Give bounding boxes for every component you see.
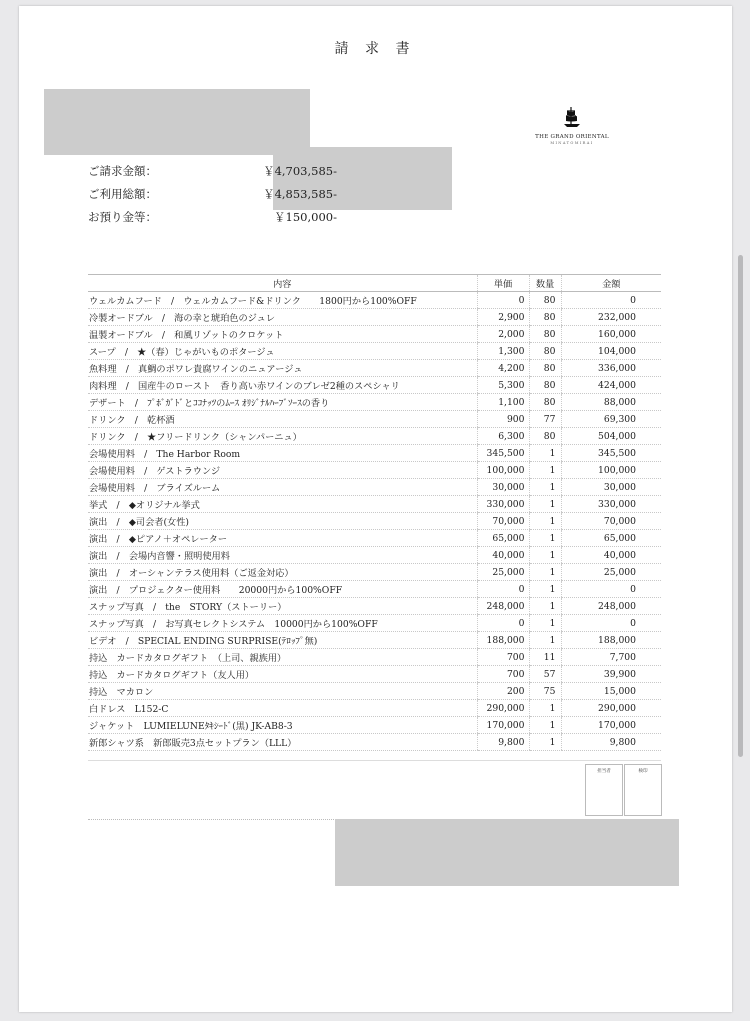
row-description: 肉料理 / 国産牛のロースト 香り高い赤ワインのブレゼ2種のスペシャリ: [88, 377, 477, 394]
row-description: 新郎シャツ系 新郎販売3点セットプラン（LLL）: [88, 734, 477, 751]
dotted-divider: [88, 819, 334, 820]
row-amount: 248,000: [561, 598, 661, 615]
row-amount: 25,000: [561, 564, 661, 581]
row-description: 挙式 / ◆オリジナル挙式: [88, 496, 477, 513]
row-description: 会場使用料 / ゲストラウンジ: [88, 462, 477, 479]
table-row: [88, 377, 661, 394]
row-description: ドリンク / ★フリードリンク（シャンパーニュ）: [88, 428, 477, 445]
header-quantity: 数量: [529, 275, 561, 292]
row-quantity: 1: [529, 598, 561, 615]
row-quantity: 75: [529, 683, 561, 700]
row-unit-price: 25,000: [477, 564, 529, 581]
total-usage-label: ご利用総額：: [88, 187, 157, 201]
table-row: [88, 411, 661, 428]
row-quantity: 77: [529, 411, 561, 428]
redacted-block: [335, 819, 679, 886]
table-row: [88, 462, 661, 479]
row-unit-price: 290,000: [477, 700, 529, 717]
table-row: [88, 530, 661, 547]
row-amount: 0: [561, 581, 661, 598]
billing-amount-value: ￥4,703,585-: [263, 164, 337, 178]
row-amount: 170,000: [561, 717, 661, 734]
row-quantity: 1: [529, 581, 561, 598]
billing-amount-label: ご請求金額：: [88, 164, 157, 178]
row-amount: 9,800: [561, 734, 661, 751]
row-description: 演出 / プロジェクター使用料 20000円から100%OFF: [88, 581, 477, 598]
row-amount: 290,000: [561, 700, 661, 717]
stamp-label-inspection: 検印: [638, 769, 648, 774]
row-unit-price: 9,800: [477, 734, 529, 751]
row-amount: 69,300: [561, 411, 661, 428]
row-description: ドリンク / 乾杯酒: [88, 411, 477, 428]
row-description: デザート / ﾌﾟﾎﾞｶﾞﾄﾞとｺｺﾅｯﾂのﾑｰｽ ｵﾘｼﾞﾅﾙﾊｰﾌﾞｿｰｽの香り: [88, 394, 477, 411]
table-row: [88, 428, 661, 445]
table-row: [88, 598, 661, 615]
table-row: [88, 343, 661, 360]
row-amount: 65,000: [561, 530, 661, 547]
table-row: [88, 394, 661, 411]
row-unit-price: 100,000: [477, 462, 529, 479]
row-unit-price: 1,300: [477, 343, 529, 360]
row-description: 演出 / 会場内音響・照明使用料: [88, 547, 477, 564]
table-row: [88, 581, 661, 598]
row-amount: 70,000: [561, 513, 661, 530]
row-quantity: 11: [529, 649, 561, 666]
row-quantity: 80: [529, 343, 561, 360]
row-unit-price: 2,000: [477, 326, 529, 343]
row-unit-price: 4,200: [477, 360, 529, 377]
logo-name: THE GRAND ORIENTAL: [535, 134, 609, 140]
header-amount: 金額: [561, 275, 661, 292]
row-unit-price: 0: [477, 292, 529, 309]
row-quantity: 1: [529, 615, 561, 632]
row-unit-price: 65,000: [477, 530, 529, 547]
ship-icon: [563, 106, 581, 128]
table-header-row: [88, 275, 661, 292]
table-row: [88, 717, 661, 734]
row-quantity: 1: [529, 530, 561, 547]
table-row: [88, 734, 661, 751]
table-body: [88, 292, 661, 751]
row-unit-price: 40,000: [477, 547, 529, 564]
row-amount: 39,900: [561, 666, 661, 683]
table-row: [88, 496, 661, 513]
row-unit-price: 700: [477, 666, 529, 683]
row-description: スナップ写真 / お写真セレクトシステム 10000円から100%OFF: [88, 615, 477, 632]
row-unit-price: 6,300: [477, 428, 529, 445]
table-row: [88, 360, 661, 377]
table-row: [88, 292, 661, 309]
row-description: 演出 / ◆ピアノ＋オペレーター: [88, 530, 477, 547]
row-unit-price: 188,000: [477, 632, 529, 649]
row-description: 持込 マカロン: [88, 683, 477, 700]
row-description: 会場使用料 / ブライズルーム: [88, 479, 477, 496]
row-unit-price: 1,100: [477, 394, 529, 411]
total-usage-value: ￥4,853,585-: [263, 187, 337, 201]
row-unit-price: 2,900: [477, 309, 529, 326]
table-row: [88, 309, 661, 326]
row-amount: 104,000: [561, 343, 661, 360]
table-row: [88, 445, 661, 462]
row-quantity: 1: [529, 462, 561, 479]
header-description: 内容: [88, 275, 477, 292]
deposit-value: ￥150,000-: [274, 210, 337, 224]
row-unit-price: 700: [477, 649, 529, 666]
row-description: ジャケット LUMIELUNEﾀｷｼｰﾄﾞ(黒) JK-AB8-3: [88, 717, 477, 734]
table-row: [88, 649, 661, 666]
row-amount: 330,000: [561, 496, 661, 513]
row-quantity: 80: [529, 394, 561, 411]
row-description: 演出 / オーシャンテラス使用料（ご返金対応）: [88, 564, 477, 581]
row-amount: 188,000: [561, 632, 661, 649]
table-row: [88, 615, 661, 632]
logo-subtitle: MINATOMIRAI: [550, 141, 594, 145]
table-row: [88, 632, 661, 649]
row-amount: 504,000: [561, 428, 661, 445]
row-description: 温製オードブル / 和風リゾットのクロケット: [88, 326, 477, 343]
row-amount: 0: [561, 615, 661, 632]
row-amount: 100,000: [561, 462, 661, 479]
row-amount: 424,000: [561, 377, 661, 394]
table-row: [88, 547, 661, 564]
row-amount: 7,700: [561, 649, 661, 666]
row-unit-price: 345,500: [477, 445, 529, 462]
stamp-box-staff: [585, 764, 623, 816]
row-quantity: 80: [529, 292, 561, 309]
row-quantity: 80: [529, 309, 561, 326]
table-row: [88, 666, 661, 683]
table-row: [88, 564, 661, 581]
row-unit-price: 330,000: [477, 496, 529, 513]
row-amount: 345,500: [561, 445, 661, 462]
row-description: 持込 カードカタログギフト （上司、親族用）: [88, 649, 477, 666]
table-row: [88, 513, 661, 530]
row-description: スナップ写真 / the STORY（ストーリー）: [88, 598, 477, 615]
row-quantity: 1: [529, 496, 561, 513]
row-description: 魚料理 / 真鯛のポワレ貴腐ワインのニュアージュ: [88, 360, 477, 377]
scrollbar-thumb[interactable]: [738, 255, 743, 757]
row-amount: 88,000: [561, 394, 661, 411]
row-quantity: 57: [529, 666, 561, 683]
row-description: 持込 カードカタログギフト（友人用）: [88, 666, 477, 683]
row-unit-price: 0: [477, 581, 529, 598]
table-row: [88, 700, 661, 717]
deposit-label: お預り金等：: [88, 210, 157, 224]
row-quantity: 1: [529, 632, 561, 649]
row-description: ビデオ / SPECIAL ENDING SURPRISE(ﾃﾛｯﾌﾟ無): [88, 632, 477, 649]
row-description: 会場使用料 / The Harbor Room: [88, 445, 477, 462]
row-description: スープ / ★（春）じゃがいものポタージュ: [88, 343, 477, 360]
row-unit-price: 70,000: [477, 513, 529, 530]
row-quantity: 80: [529, 377, 561, 394]
table-row: [88, 479, 661, 496]
row-amount: 160,000: [561, 326, 661, 343]
table-row: [88, 326, 661, 343]
document-title: 請 求 書: [334, 41, 416, 57]
row-quantity: 1: [529, 547, 561, 564]
row-quantity: 1: [529, 513, 561, 530]
row-amount: 30,000: [561, 479, 661, 496]
row-quantity: 1: [529, 700, 561, 717]
invoice-items-table: [88, 274, 661, 751]
row-unit-price: 170,000: [477, 717, 529, 734]
row-unit-price: 900: [477, 411, 529, 428]
row-quantity: 1: [529, 734, 561, 751]
hotel-logo: [530, 106, 614, 145]
row-quantity: 1: [529, 564, 561, 581]
row-description: 演出 / ◆司会者(女性): [88, 513, 477, 530]
row-amount: 336,000: [561, 360, 661, 377]
row-unit-price: 30,000: [477, 479, 529, 496]
row-description: ウェルカムフード / ウェルカムフード&ドリンク 1800円から100%OFF: [88, 292, 477, 309]
row-quantity: 80: [529, 326, 561, 343]
row-description: 白ドレス L152-C: [88, 700, 477, 717]
redacted-block: [44, 89, 310, 155]
row-amount: 232,000: [561, 309, 661, 326]
row-quantity: 80: [529, 428, 561, 445]
row-quantity: 1: [529, 479, 561, 496]
row-amount: 40,000: [561, 547, 661, 564]
row-quantity: 80: [529, 360, 561, 377]
row-quantity: 1: [529, 717, 561, 734]
row-quantity: 1: [529, 445, 561, 462]
row-description: 冷製オードブル / 海の幸と琥珀色のジュレ: [88, 309, 477, 326]
row-amount: 0: [561, 292, 661, 309]
table-row: [88, 683, 661, 700]
stamp-box-inspection: [624, 764, 662, 816]
row-unit-price: 0: [477, 615, 529, 632]
row-unit-price: 200: [477, 683, 529, 700]
header-unit-price: 単価: [477, 275, 529, 292]
row-unit-price: 248,000: [477, 598, 529, 615]
row-amount: 15,000: [561, 683, 661, 700]
row-unit-price: 5,300: [477, 377, 529, 394]
stamp-label-staff: 担当者: [597, 769, 611, 774]
table-bottom-rule: [88, 760, 661, 761]
